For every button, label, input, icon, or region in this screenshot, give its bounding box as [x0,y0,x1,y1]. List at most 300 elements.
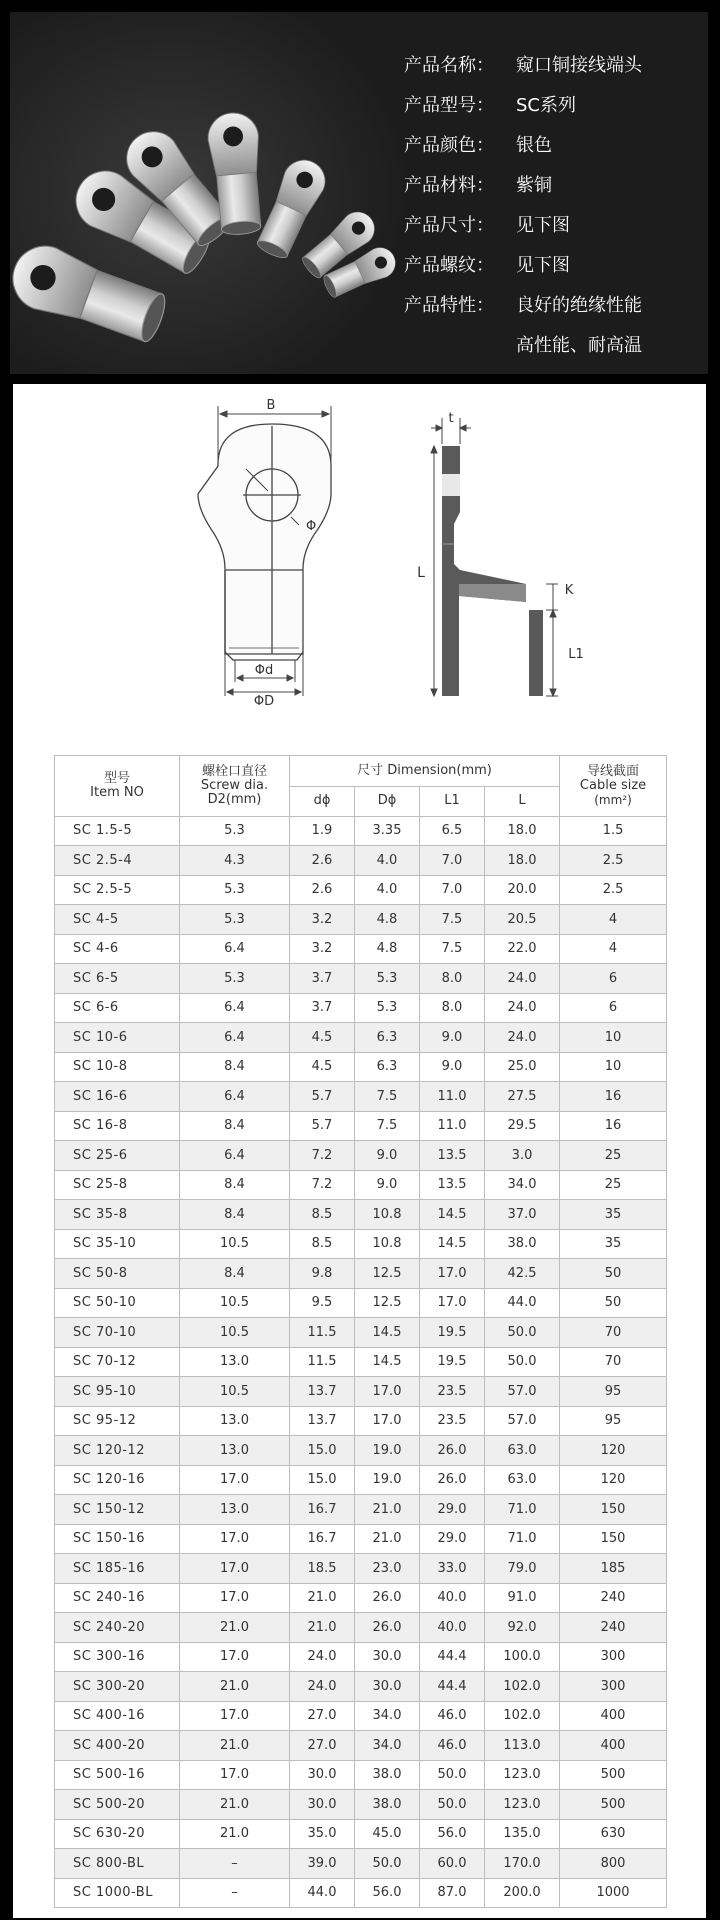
cell-model: SC 16-8 [55,1111,180,1141]
cell-d-big: 10.8 [355,1229,420,1259]
cell-screw-dia: 5.3 [180,905,290,935]
table-row [55,1731,667,1761]
cell-d-big: 4.8 [355,934,420,964]
side-view [440,444,543,714]
cell-screw-dia: 10.5 [180,1318,290,1348]
cell-l: 57.0 [485,1377,560,1407]
cell-cable-size: 10 [560,1052,667,1082]
cell-screw-dia: 6.4 [180,1082,290,1112]
cell-d-big: 7.5 [355,1082,420,1112]
cell-model: SC 120-16 [55,1465,180,1495]
header-l: L [485,787,560,817]
table-row [55,1347,667,1377]
cell-cable-size: 800 [560,1849,667,1879]
cell-l1: 50.0 [420,1790,485,1820]
cell-l: 37.0 [485,1200,560,1230]
label-k: K [564,583,574,598]
cell-d-small: 8.5 [290,1229,355,1259]
spec-key: 产品螺纹： [404,255,494,276]
cell-d-small: 2.6 [290,875,355,905]
cell-d-small: 44.0 [290,1878,355,1908]
cell-l: 57.0 [485,1406,560,1436]
cell-d-small: 4.5 [290,1023,355,1053]
cell-model: SC 95-12 [55,1406,180,1436]
table-row [55,846,667,876]
label-phi: Φ [306,519,317,534]
table-row [55,1613,667,1643]
product-photo [10,12,410,374]
cell-d-small: 1.9 [290,816,355,846]
cell-l: 24.0 [485,964,560,994]
header-screw-cn: 螺栓口直径 [201,763,267,779]
cell-model: SC 2.5-5 [55,875,180,905]
cell-d-big: 34.0 [355,1731,420,1761]
label-l: L [417,565,425,581]
table-row [55,964,667,994]
cell-l: 18.0 [485,846,560,876]
cell-cable-size: 6 [560,993,667,1023]
cell-model: SC 6-5 [55,964,180,994]
cell-screw-dia: 13.0 [180,1436,290,1466]
cell-cable-size: 300 [560,1672,667,1702]
cell-d-big: 10.8 [355,1200,420,1230]
table-row [55,1377,667,1407]
table-row [55,1760,667,1790]
table-row [55,1672,667,1702]
cell-screw-dia: 13.0 [180,1406,290,1436]
cell-cable-size: 2.5 [560,875,667,905]
cell-d-small: 24.0 [290,1642,355,1672]
cell-cable-size: 50 [560,1288,667,1318]
cell-cable-size: 4 [560,934,667,964]
cell-d-big: 19.0 [355,1465,420,1495]
cell-l: 34.0 [485,1170,560,1200]
cell-screw-dia: 21.0 [180,1672,290,1702]
table-row [55,1111,667,1141]
cell-d-big: 14.5 [355,1318,420,1348]
header-screw-en: Screw dia. [200,777,269,793]
cell-model: SC 500-20 [55,1790,180,1820]
table-row [55,1790,667,1820]
cell-l: 50.0 [485,1318,560,1348]
cell-d-small: 18.5 [290,1554,355,1584]
dim-k [546,584,558,610]
cell-cable-size: 35 [560,1229,667,1259]
header-l1: L1 [420,787,485,817]
spec-value: 紫铜 [516,175,552,196]
cell-screw-dia: 17.0 [180,1642,290,1672]
cell-d-small: 13.7 [290,1377,355,1407]
cell-cable-size: 400 [560,1701,667,1731]
cell-l1: 46.0 [420,1701,485,1731]
cell-cable-size: 50 [560,1259,667,1289]
cell-d-big: 26.0 [355,1583,420,1613]
cell-d-small: 30.0 [290,1790,355,1820]
cell-l1: 14.5 [420,1200,485,1230]
cell-model: SC 1.5-5 [55,816,180,846]
cell-l: 92.0 [485,1613,560,1643]
cell-d-big: 21.0 [355,1524,420,1554]
cell-l: 42.5 [485,1259,560,1289]
table-row [55,1052,667,1082]
cell-d-big: 4.0 [355,875,420,905]
spec-value: 银色 [516,135,552,156]
cell-screw-dia: 10.5 [180,1288,290,1318]
cell-model: SC 95-10 [55,1377,180,1407]
cell-l1: 87.0 [420,1878,485,1908]
cell-l1: 17.0 [420,1259,485,1289]
cell-model: SC 150-12 [55,1495,180,1525]
cell-d-big: 17.0 [355,1377,420,1407]
cell-d-big: 3.35 [355,816,420,846]
spec-value: 高性能、耐高温 [516,335,642,356]
table-row [55,1259,667,1289]
spec-row-material [404,166,704,206]
cell-model: SC 6-6 [55,993,180,1023]
cell-l1: 46.0 [420,1731,485,1761]
cell-screw-dia: 6.4 [180,934,290,964]
cell-d-small: 27.0 [290,1701,355,1731]
table-row [55,1406,667,1436]
spec-row-feature-cont [404,326,704,366]
cell-l1: 23.5 [420,1377,485,1407]
cell-model: SC 25-8 [55,1170,180,1200]
cell-screw-dia: 8.4 [180,1259,290,1289]
cell-l1: 50.0 [420,1760,485,1790]
table-row [55,1023,667,1053]
cell-cable-size: 1000 [560,1878,667,1908]
cell-model: SC 2.5-4 [55,846,180,876]
cell-l: 170.0 [485,1849,560,1879]
spec-value: 窥口铜接线端头 [516,55,642,76]
label-t: t [448,411,454,426]
table-row [55,1554,667,1584]
cell-l1: 29.0 [420,1495,485,1525]
cell-l1: 33.0 [420,1554,485,1584]
cell-d-big: 21.0 [355,1495,420,1525]
cell-screw-dia: – [180,1878,290,1908]
cell-screw-dia: 21.0 [180,1819,290,1849]
cell-l1: 7.0 [420,846,485,876]
cell-model: SC 10-6 [55,1023,180,1053]
cell-d-big: 56.0 [355,1878,420,1908]
cell-l1: 29.0 [420,1524,485,1554]
spec-key: 产品材料： [404,175,494,196]
table-row [55,1436,667,1466]
spec-row-thread [404,246,704,286]
cell-d-big: 4.0 [355,846,420,876]
cell-cable-size: 2.5 [560,846,667,876]
cell-screw-dia: 6.4 [180,1141,290,1171]
cell-model: SC 50-10 [55,1288,180,1318]
cell-screw-dia: 4.3 [180,846,290,876]
table-row [55,1465,667,1495]
cell-l1: 19.5 [420,1318,485,1348]
dim-l [431,446,437,696]
spec-row-model [404,86,704,126]
header-screw-unit: D2(mm) [207,791,262,807]
cell-model: SC 70-10 [55,1318,180,1348]
cell-model: SC 150-16 [55,1524,180,1554]
cell-d-small: 35.0 [290,1819,355,1849]
table-row [55,1288,667,1318]
cell-d-small: 3.7 [290,993,355,1023]
table-row [55,905,667,935]
cell-model: SC 16-6 [55,1082,180,1112]
table-row [55,1141,667,1171]
cell-cable-size: 150 [560,1524,667,1554]
cell-d-small: 7.2 [290,1141,355,1171]
cell-model: SC 35-10 [55,1229,180,1259]
cell-l: 20.5 [485,905,560,935]
spec-value: 见下图 [516,255,570,276]
cell-cable-size: 150 [560,1495,667,1525]
table-row [55,1878,667,1908]
cell-d-small: 27.0 [290,1731,355,1761]
table-row [55,875,667,905]
cell-screw-dia: 5.3 [180,875,290,905]
cell-d-big: 50.0 [355,1849,420,1879]
cell-l1: 7.5 [420,905,485,935]
cell-d-big: 14.5 [355,1347,420,1377]
cell-model: SC 300-16 [55,1642,180,1672]
cell-l: 63.0 [485,1465,560,1495]
cell-l: 22.0 [485,934,560,964]
cell-d-small: 16.7 [290,1524,355,1554]
cell-cable-size: 300 [560,1642,667,1672]
header-d-small: dϕ [290,787,355,817]
table-row [55,934,667,964]
cell-screw-dia: 21.0 [180,1790,290,1820]
cell-l: 25.0 [485,1052,560,1082]
cell-cable-size: 400 [560,1731,667,1761]
spec-key: 产品名称： [404,55,494,76]
cell-cable-size: 70 [560,1318,667,1348]
cell-d-big: 12.5 [355,1259,420,1289]
cell-l1: 14.5 [420,1229,485,1259]
table-row [55,1701,667,1731]
cell-l1: 11.0 [420,1111,485,1141]
label-phi-d: Φd [254,663,274,678]
cell-d-small: 3.7 [290,964,355,994]
label-b: B [266,398,276,413]
table-row [55,1200,667,1230]
cell-screw-dia: 6.4 [180,993,290,1023]
cell-model: SC 185-16 [55,1554,180,1584]
header-item [55,756,180,817]
cell-l1: 26.0 [420,1436,485,1466]
table-row [55,1583,667,1613]
header-item-cn: 型号 [103,770,130,786]
table-row [55,1082,667,1112]
cell-screw-dia: 10.5 [180,1377,290,1407]
cell-d-big: 12.5 [355,1288,420,1318]
label-l1: L1 [568,647,584,662]
cell-d-big: 5.3 [355,964,420,994]
label-phi-D-big: ΦD [253,694,275,709]
cell-l: 135.0 [485,1819,560,1849]
cell-model: SC 400-16 [55,1701,180,1731]
cell-l: 113.0 [485,1731,560,1761]
spec-key: 产品型号： [404,95,494,116]
header-item-en: Item NO [90,784,144,800]
cell-l: 100.0 [485,1642,560,1672]
cell-l: 123.0 [485,1790,560,1820]
cell-l1: 23.5 [420,1406,485,1436]
cell-d-big: 9.0 [355,1170,420,1200]
header-cable-unit: (mm²) [594,792,632,807]
cell-l: 27.5 [485,1082,560,1112]
cell-d-small: 21.0 [290,1613,355,1643]
table-row [55,1229,667,1259]
cell-l: 24.0 [485,993,560,1023]
cell-l: 71.0 [485,1495,560,1525]
cell-model: SC 4-6 [55,934,180,964]
cell-d-small: 15.0 [290,1436,355,1466]
cell-screw-dia: 21.0 [180,1613,290,1643]
table-row [55,1495,667,1525]
table-row [55,1642,667,1672]
cell-model: SC 25-6 [55,1141,180,1171]
cell-l: 20.0 [485,875,560,905]
cell-l1: 7.5 [420,934,485,964]
cell-d-small: 3.2 [290,905,355,935]
cell-l: 44.0 [485,1288,560,1318]
cell-l: 71.0 [485,1524,560,1554]
cell-model: SC 240-20 [55,1613,180,1643]
spec-sheet [13,384,706,1918]
cell-d-big: 38.0 [355,1790,420,1820]
product-header [10,12,708,374]
cell-screw-dia: 5.3 [180,816,290,846]
cell-l1: 13.5 [420,1170,485,1200]
cell-l: 29.5 [485,1111,560,1141]
cell-l: 18.0 [485,816,560,846]
table-row [55,1318,667,1348]
cell-l1: 8.0 [420,964,485,994]
cell-screw-dia: 8.4 [180,1111,290,1141]
cell-model: SC 400-20 [55,1731,180,1761]
spec-key: 产品颜色： [404,135,494,156]
cell-screw-dia: 17.0 [180,1524,290,1554]
cell-cable-size: 1.5 [560,816,667,846]
cell-cable-size: 25 [560,1141,667,1171]
spec-value: 良好的绝缘性能 [516,295,642,316]
cell-d-big: 26.0 [355,1613,420,1643]
header-dimension: 尺寸 Dimension(mm) [290,756,560,787]
cell-screw-dia: 8.4 [180,1052,290,1082]
cell-l1: 56.0 [420,1819,485,1849]
cell-l1: 6.5 [420,816,485,846]
cell-d-small: 3.2 [290,934,355,964]
spec-table-wrap [54,755,667,1908]
cell-d-big: 23.0 [355,1554,420,1584]
spec-row-color [404,126,704,166]
cell-cable-size: 240 [560,1613,667,1643]
cell-d-big: 9.0 [355,1141,420,1171]
cell-model: SC 300-20 [55,1672,180,1702]
cell-cable-size: 120 [560,1465,667,1495]
cell-d-small: 16.7 [290,1495,355,1525]
cell-cable-size: 16 [560,1111,667,1141]
cell-l1: 9.0 [420,1023,485,1053]
cell-model: SC 1000-BL [55,1878,180,1908]
cell-model: SC 240-16 [55,1583,180,1613]
cell-model: SC 630-20 [55,1819,180,1849]
spec-key: 产品尺寸： [404,215,494,236]
cell-l1: 40.0 [420,1583,485,1613]
cell-d-big: 19.0 [355,1436,420,1466]
table-row [55,1524,667,1554]
cell-l1: 7.0 [420,875,485,905]
cell-screw-dia: 10.5 [180,1229,290,1259]
cell-l1: 9.0 [420,1052,485,1082]
cell-l1: 13.5 [420,1141,485,1171]
cell-screw-dia: 6.4 [180,1023,290,1053]
cell-d-big: 5.3 [355,993,420,1023]
cell-model: SC 50-8 [55,1259,180,1289]
table-body [55,816,667,1908]
cell-d-big: 6.3 [355,1023,420,1053]
cell-d-small: 9.8 [290,1259,355,1289]
cell-l: 24.0 [485,1023,560,1053]
cell-l1: 40.0 [420,1613,485,1643]
spec-row-feature [404,286,704,326]
cell-d-small: 11.5 [290,1347,355,1377]
cell-model: SC 35-8 [55,1200,180,1230]
cell-d-small: 13.7 [290,1406,355,1436]
cell-screw-dia: 17.0 [180,1701,290,1731]
cell-l1: 8.0 [420,993,485,1023]
spec-row-size [404,206,704,246]
cell-cable-size: 16 [560,1082,667,1112]
header-screw [180,756,290,817]
table-row [55,1819,667,1849]
cell-cable-size: 500 [560,1790,667,1820]
cell-screw-dia: 17.0 [180,1465,290,1495]
cell-l: 50.0 [485,1347,560,1377]
cell-d-small: 9.5 [290,1288,355,1318]
cell-cable-size: 70 [560,1347,667,1377]
cell-model: SC 500-16 [55,1760,180,1790]
cell-d-big: 17.0 [355,1406,420,1436]
cell-l: 3.0 [485,1141,560,1171]
cell-cable-size: 6 [560,964,667,994]
cell-d-big: 30.0 [355,1642,420,1672]
cell-d-small: 8.5 [290,1200,355,1230]
cell-d-small: 4.5 [290,1052,355,1082]
cell-screw-dia: 17.0 [180,1760,290,1790]
cell-d-big: 45.0 [355,1819,420,1849]
cell-d-small: 5.7 [290,1111,355,1141]
dimension-diagram [13,384,706,714]
cell-d-big: 4.8 [355,905,420,935]
spec-list [404,46,704,366]
cell-d-small: 24.0 [290,1672,355,1702]
table-row [55,993,667,1023]
cell-d-small: 2.6 [290,846,355,876]
cell-l1: 44.4 [420,1642,485,1672]
cell-screw-dia: 5.3 [180,964,290,994]
cell-d-big: 30.0 [355,1672,420,1702]
cell-d-big: 7.5 [355,1111,420,1141]
header-cable [560,756,667,817]
spec-value: SC系列 [516,95,576,116]
cell-d-small: 15.0 [290,1465,355,1495]
cell-d-small: 39.0 [290,1849,355,1879]
cell-cable-size: 500 [560,1760,667,1790]
dim-l1 [546,610,558,696]
